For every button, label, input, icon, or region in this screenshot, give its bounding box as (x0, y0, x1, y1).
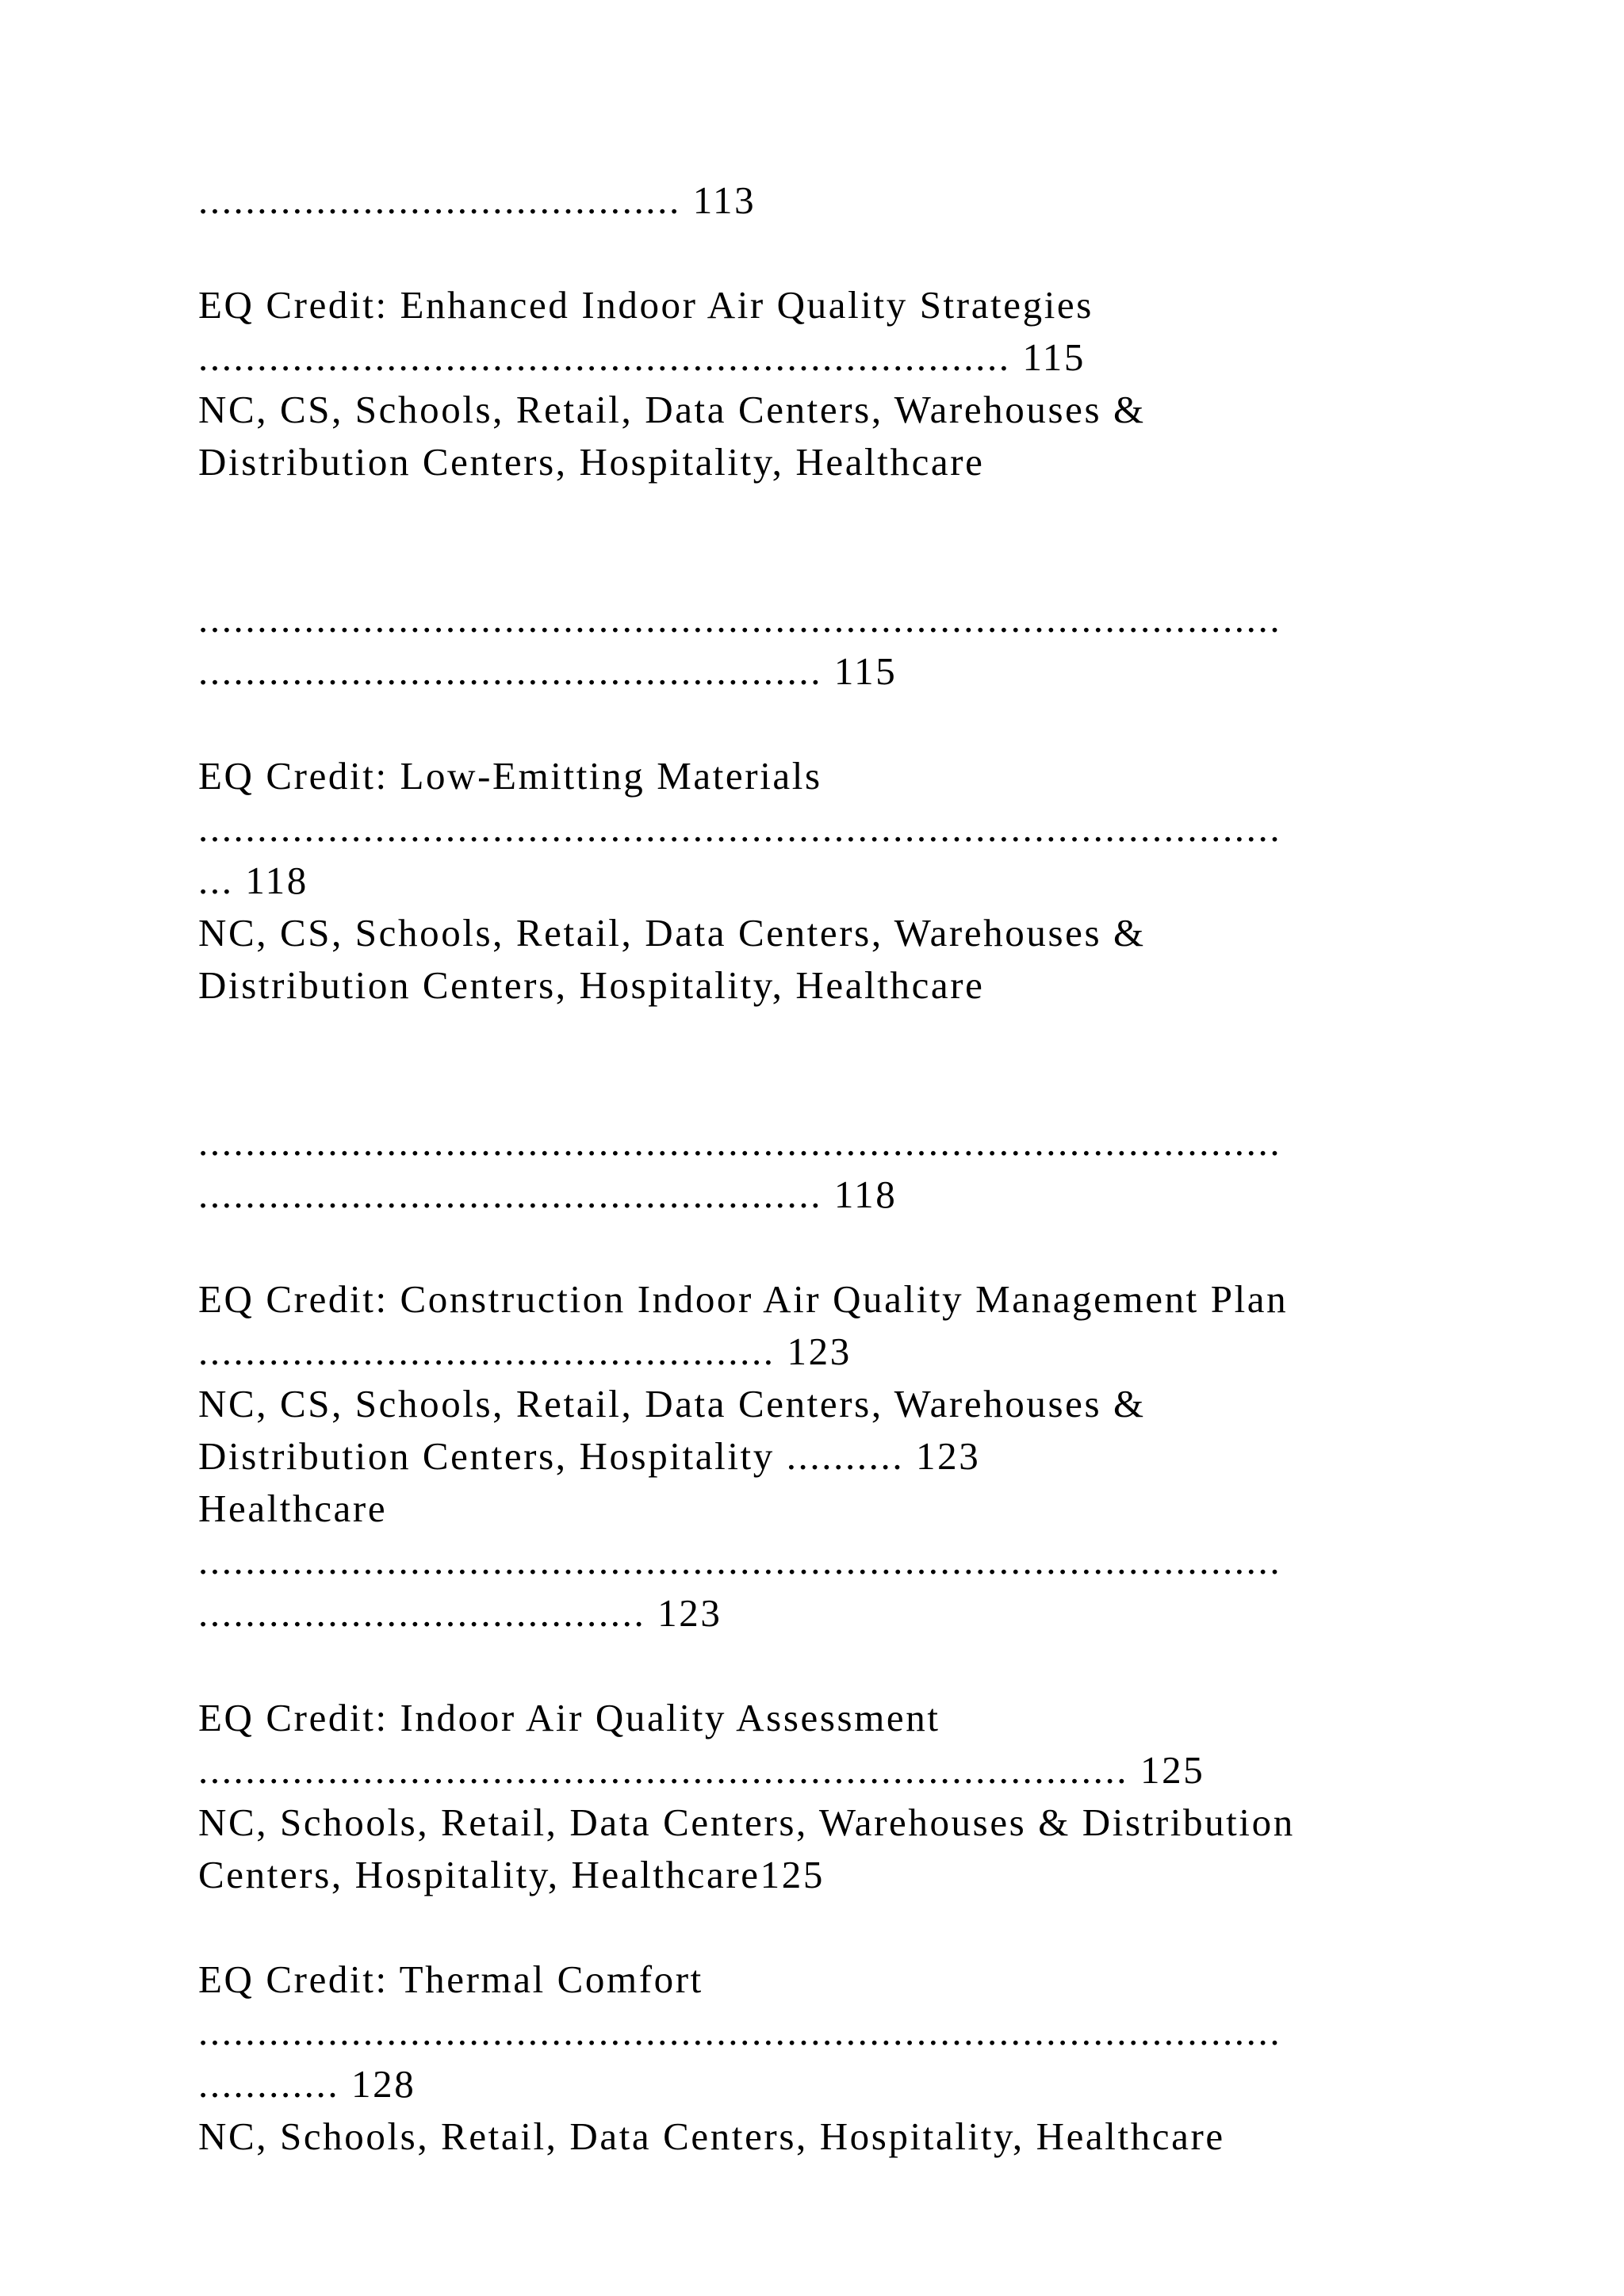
toc-entry-title: EQ Credit: Thermal Comfort (198, 1957, 703, 2001)
toc-leader: ............................................................................................ (198, 2010, 1282, 2053)
spacer (198, 1221, 1546, 1273)
spacer (198, 1012, 1546, 1116)
spacer (198, 488, 1546, 593)
toc-line: NC, Schools, Retail, Data Centers, Hospitality, Healthcare (198, 2114, 1225, 2158)
toc-line: ......................................... 113 (198, 178, 756, 222)
spacer (198, 1901, 1546, 1954)
toc-leader: ..................................................... 118 (198, 1173, 898, 1216)
spacer (198, 1640, 1546, 1692)
toc-leader: ..................................................................... 115 (198, 335, 1086, 379)
toc-entry-title: EQ Credit: Enhanced Indoor Air Quality Strategies (198, 283, 1094, 327)
spacer (198, 698, 1546, 750)
toc-leader: ............................................................................................ (198, 1120, 1282, 1164)
toc-line: Centers, Hospitality, Healthcare125 (198, 1853, 825, 1896)
toc-leader: ...................................... 123 (198, 1591, 722, 1635)
toc-leader: ... 118 (198, 859, 308, 902)
toc-line: NC, CS, Schools, Retail, Data Centers, Warehouses & (198, 1382, 1146, 1425)
toc-page (198, 174, 1546, 2163)
toc-line: Distribution Centers, Hospitality .......... 123 (198, 1434, 981, 1478)
toc-line: NC, CS, Schools, Retail, Data Centers, Warehouses & (198, 388, 1146, 431)
toc-leader: ............................................................................................ (198, 806, 1282, 850)
toc-leader: ................................................. 123 (198, 1330, 852, 1373)
toc-leader: ............ 128 (198, 2062, 416, 2106)
toc-entry-title: EQ Credit: Construction Indoor Air Quality Management Plan (198, 1277, 1289, 1321)
spacer (198, 227, 1546, 279)
toc-leader: ..................................................... 115 (198, 649, 898, 693)
toc-line: Distribution Centers, Hospitality, Healthcare (198, 440, 985, 484)
toc-line: Healthcare (198, 1487, 388, 1530)
toc-line: NC, CS, Schools, Retail, Data Centers, Warehouses & (198, 911, 1146, 955)
toc-entry-title: EQ Credit: Low-Emitting Materials (198, 754, 822, 798)
toc-entry-title: EQ Credit: Indoor Air Quality Assessment (198, 1696, 940, 1739)
toc-leader: ............................................................................................ (198, 597, 1282, 641)
toc-line: Distribution Centers, Hospitality, Healthcare (198, 963, 985, 1007)
toc-line: NC, Schools, Retail, Data Centers, Warehouses & Distribution (198, 1800, 1295, 1844)
toc-leader: ............................................................................................ (198, 1539, 1282, 1582)
toc-leader: ............................................................................... 125 (198, 1748, 1205, 1792)
